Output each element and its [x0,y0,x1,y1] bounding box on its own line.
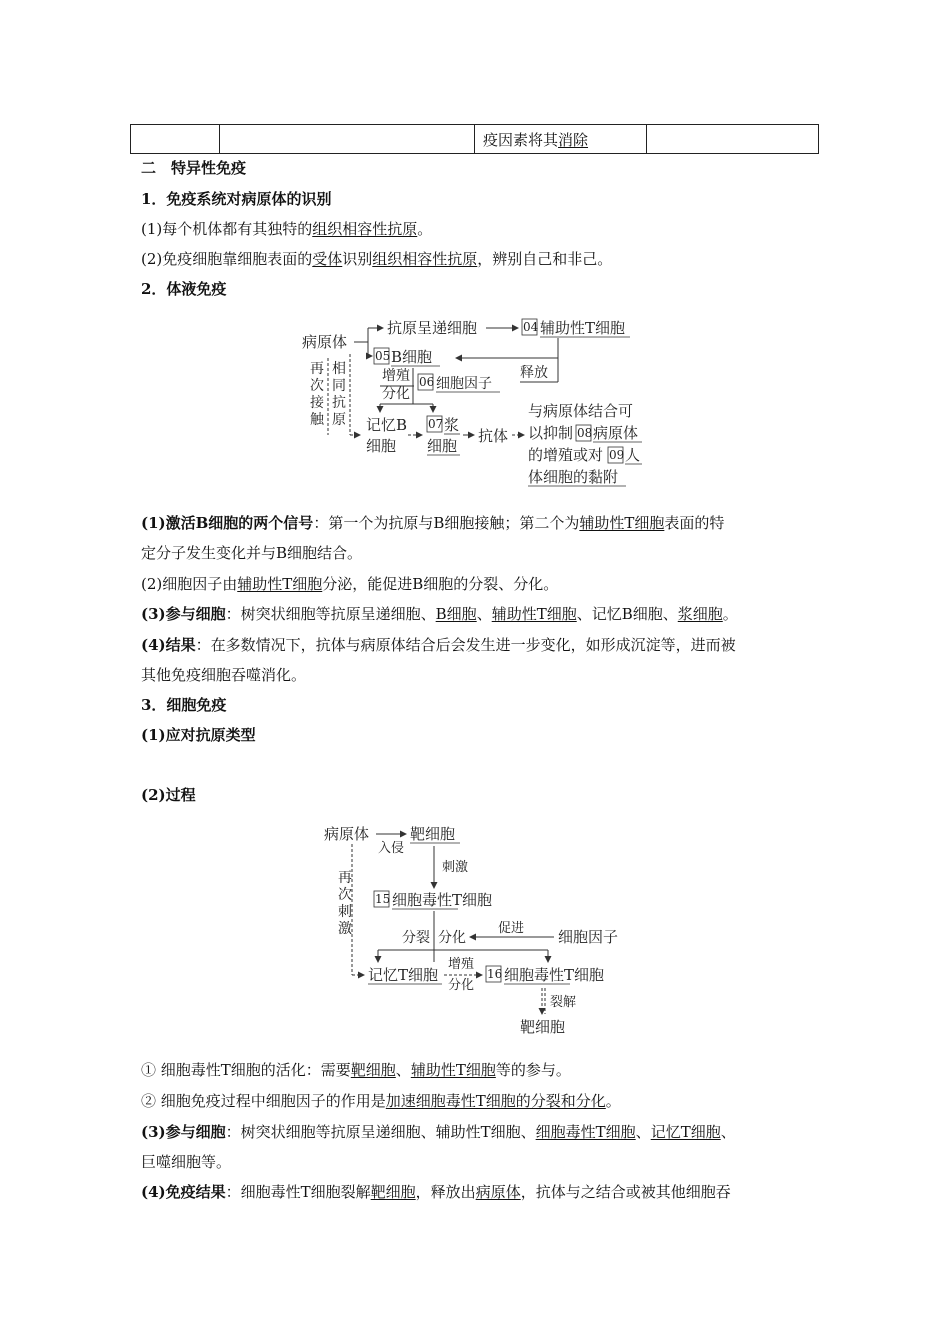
node-apc: 抗原呈递细胞 [387,319,478,337]
label-divide: 分裂 [402,930,430,946]
result-line-3b: 人 [625,446,641,464]
text: ：树突状细胞等抗原呈递细胞、 [225,605,436,623]
text: (2)细胞因子由 [141,575,238,593]
number-06: 06 [419,375,435,389]
cellular-cytokine-role [141,1090,621,1111]
text-underlined: 辅助性T细胞 [410,1061,496,1079]
number-08: 08 [577,426,593,440]
text-bold: (4)结果 [141,636,196,654]
text-underlined: 辅助性T细胞 [237,575,323,593]
text: 。 [417,220,433,238]
table-text-underlined: 消除 [558,130,589,149]
text: 表面的特 [664,514,725,532]
text-underlined: 靶细胞 [350,1061,396,1079]
label-differentiate: 分化 [382,386,410,402]
label-invade: 入侵 [378,841,405,856]
top-table [130,124,819,154]
text: ：树突状细胞等抗原呈递细胞、辅助性T细胞、 [225,1123,536,1141]
text-underlined: 加速细胞毒性T细胞的分裂和分化 [385,1092,606,1110]
node-pathogen: 病原体 [302,333,348,351]
text-underlined: 辅助性T细胞 [579,514,665,532]
cellular-cells-line2: 巨噬细胞等。 [141,1153,232,1171]
humoral-signal-line1 [141,512,724,533]
text: 、 [395,1061,411,1079]
node-ctl-2: 细胞毒性T细胞 [504,966,605,984]
heading-recognition: 1．免疫系统对病原体的识别 [141,190,332,208]
node-memory-b-2: 细胞 [366,437,397,455]
label-lyse: 裂解 [550,995,577,1010]
number-05: 05 [375,349,391,363]
number-07: 07 [428,417,444,431]
text-underlined: 记忆T细胞 [650,1123,721,1141]
text: 、记忆B细胞、 [576,605,678,623]
number-15: 15 [375,892,391,906]
result-line-1: 与病原体结合可 [528,402,634,420]
table-cell [475,125,647,154]
result-line-2b: 病原体 [593,424,639,442]
humoral-signal-line2: 定分子发生变化并与B细胞结合。 [141,544,363,562]
cellular-result [141,1181,731,1202]
text: 、 [635,1123,651,1141]
node-memory-b-1: 记忆B [366,416,408,434]
label-release: 释放 [520,365,548,381]
cellular-process: (2)过程 [141,786,196,804]
text-underlined: 组织相容性抗原 [372,250,478,268]
text: ① 细胞毒性T细胞的活化：需要 [141,1061,351,1079]
table-text: 疫因素将其 [483,130,559,149]
text-underlined: 辅助性T细胞 [491,605,577,623]
node-ctl: 细胞毒性T细胞 [392,891,493,909]
text: 等的参与。 [495,1061,571,1079]
label-again-2: 次 [338,887,352,903]
para-recognition-2 [141,248,612,269]
node-helper-t: 辅助性T细胞 [540,319,626,337]
text: ，辨别自己和非己。 [477,250,613,268]
label-proliferate: 增殖 [448,957,475,972]
text-bold: (3)参与细胞 [141,605,226,623]
label-again-1: 再 [310,361,324,377]
text: ，抗体与之结合或被其他细胞吞 [520,1183,731,1201]
humoral-result-line2: 其他免疫细胞吞噬消化。 [141,666,307,684]
label-differentiate: 分化 [438,930,466,946]
text: 。 [722,605,738,623]
text-underlined: 病原体 [475,1183,521,1201]
text-underlined: 组织相容性抗原 [312,220,418,238]
cellular-activation [141,1059,571,1080]
humoral-cytokine [141,573,558,594]
node-plasma-1: 浆 [444,416,460,434]
node-antibody: 抗体 [478,427,509,445]
text-bold: (3)参与细胞 [141,1123,226,1141]
node-b-cell: B细胞 [391,348,433,366]
label-again-3: 接 [310,395,324,411]
text: ，释放出 [415,1183,476,1201]
label-differentiate-2: 分化 [448,978,475,993]
label-again-4: 激 [338,921,352,937]
text: ② 细胞免疫过程中细胞因子的作用是 [141,1092,386,1110]
text-bold: (4)免疫结果 [141,1183,226,1201]
node-memory-t: 记忆T细胞 [368,966,439,984]
label-again-2: 次 [310,378,324,394]
text: 。 [605,1092,621,1110]
label-same-1: 相 [332,361,346,377]
para-recognition-1 [141,218,432,239]
table-cell [131,125,220,154]
text: 分泌，能促进B细胞的分裂、分化。 [322,575,559,593]
humoral-cells [141,603,738,624]
text: (2)免疫细胞靠细胞表面的 [141,250,313,268]
node-cytokine: 细胞因子 [558,928,619,946]
text: 、 [720,1123,736,1141]
text: 、 [476,605,492,623]
text-bold: (1)激活B细胞的两个信号 [141,514,314,532]
label-stimulate: 刺激 [442,860,469,875]
number-09: 09 [609,448,625,462]
table-cell [220,125,475,154]
label-again-3: 刺 [338,904,352,920]
label-again-4: 触 [310,412,324,428]
result-line-2a: 以抑制 [528,424,574,442]
text-underlined: B细胞 [435,605,477,623]
label-same-4: 原 [332,412,346,428]
text: 识别 [342,250,373,268]
heading-cellular: 3．细胞免疫 [141,696,227,714]
humoral-result-line1 [141,634,736,655]
text-underlined: 浆细胞 [677,605,723,623]
result-line-3a: 的增殖或对 [528,446,604,464]
text-underlined: 靶细胞 [370,1183,416,1201]
label-proliferate: 增殖 [382,368,410,384]
section-title: 二 特异性免疫 [141,159,247,177]
result-line-4: 体细胞的黏附 [528,468,619,486]
table-cell [647,125,819,154]
humoral-diagram [290,310,660,495]
node-target-cell: 靶细胞 [410,825,456,843]
label-promote: 促进 [498,921,525,936]
text-underlined: 细胞毒性T细胞 [535,1123,636,1141]
cellular-cells-line1 [141,1121,736,1142]
heading-humoral: 2．体液免疫 [141,280,227,298]
label-again-1: 再 [338,870,352,886]
text: ：细胞毒性T细胞裂解 [225,1183,371,1201]
text-underlined: 受体 [312,250,343,268]
number-16: 16 [487,967,503,981]
node-target-cell-2: 靶细胞 [520,1018,566,1036]
label-same-2: 同 [332,378,346,394]
label-same-3: 抗 [332,395,346,411]
text: (1)每个机体都有其独特的 [141,220,313,238]
node-cytokine: 细胞因子 [436,376,492,392]
cellular-diagram [318,818,638,1040]
node-pathogen: 病原体 [324,825,370,843]
number-04: 04 [523,320,539,334]
node-plasma-2: 细胞 [427,437,458,455]
cellular-antigen-type: (1)应对抗原类型 [141,726,256,744]
text: ：第一个为抗原与B细胞接触；第二个为 [313,514,580,532]
text: ：在多数情况下，抗体与病原体结合后会发生进一步变化，如形成沉淀等，进而被 [195,636,736,654]
